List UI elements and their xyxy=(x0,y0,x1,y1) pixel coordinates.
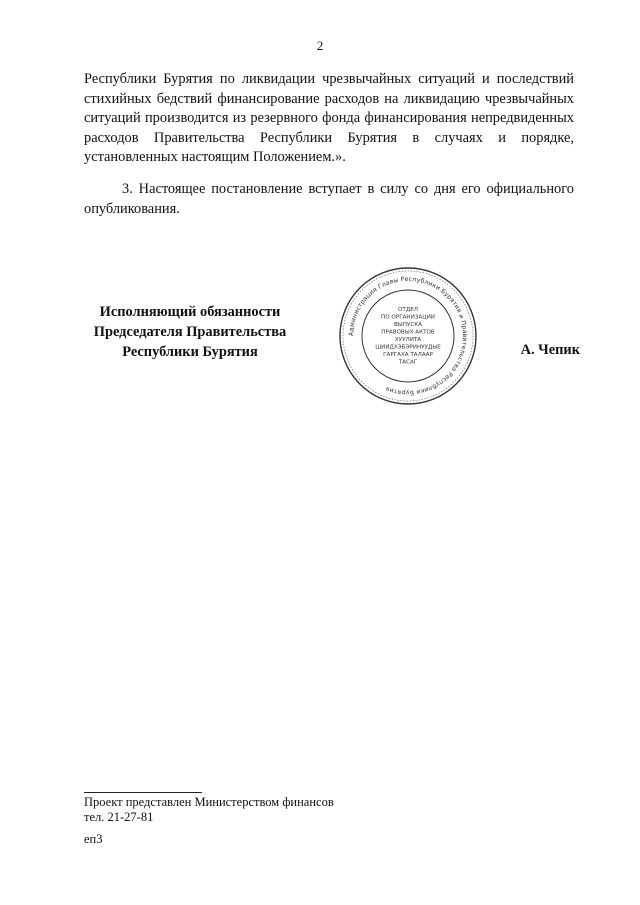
seal-center-text: ПРАВОВЫХ АКТОВ xyxy=(381,329,435,336)
signatory-line: Председателя Правительства xyxy=(93,324,287,340)
svg-text:Администрация Главы Республики xyxy=(348,276,468,396)
signatory-line: Республики Бурятия xyxy=(122,344,258,360)
body-paragraph: Республики Бурятия по ликвидации чрезвычайных ситуаций и последствий стихийных бедствий финансирование расходов на ликвидацию чрезвычайных ситуаций производится из резервного фонда финансирования непредвиденных расходов Правительства Республики Бурятия в случаях и порядке, установленных настоящим Положением.». xyxy=(84,71,574,165)
seal-graphic xyxy=(338,266,478,406)
signatory-position xyxy=(60,302,320,362)
footnote-line: тел. 21-27-81 xyxy=(84,810,154,824)
footnote-divider xyxy=(84,792,202,793)
seal-center-text: ХУУЛИТА xyxy=(394,337,422,343)
body-paragraph: 3. Настоящее постановление вступает в силу со дня его официального опубликования. xyxy=(84,181,574,217)
footnote-line: Проект представлен Министерством финансов xyxy=(84,795,334,809)
seal-center-text: ГАРГАХА ТАЛААР xyxy=(383,352,433,358)
signatory-name: А. Чепик xyxy=(520,342,580,358)
seal-center-text: ШИИДХЭБЭРИНУУДЫЕ xyxy=(375,344,441,351)
seal-ring-text: Администрация Главы Республики Бурятия и Правительства Республики Бурятия xyxy=(347,275,469,397)
seal-center-text: ТАСАГ xyxy=(398,359,418,366)
seal-center-text: ПО ОРГАНИЗАЦИИ xyxy=(381,314,435,321)
signatory-line: Исполняющий обязанности xyxy=(99,304,281,320)
document-code: еп3 xyxy=(84,832,103,846)
footnote xyxy=(84,795,334,825)
official-seal xyxy=(338,266,478,406)
page-number: 2 xyxy=(316,38,324,53)
seal-center-text: ОТДЕЛ xyxy=(398,307,418,313)
seal-center-text: ВЫПУСКА xyxy=(393,322,423,328)
